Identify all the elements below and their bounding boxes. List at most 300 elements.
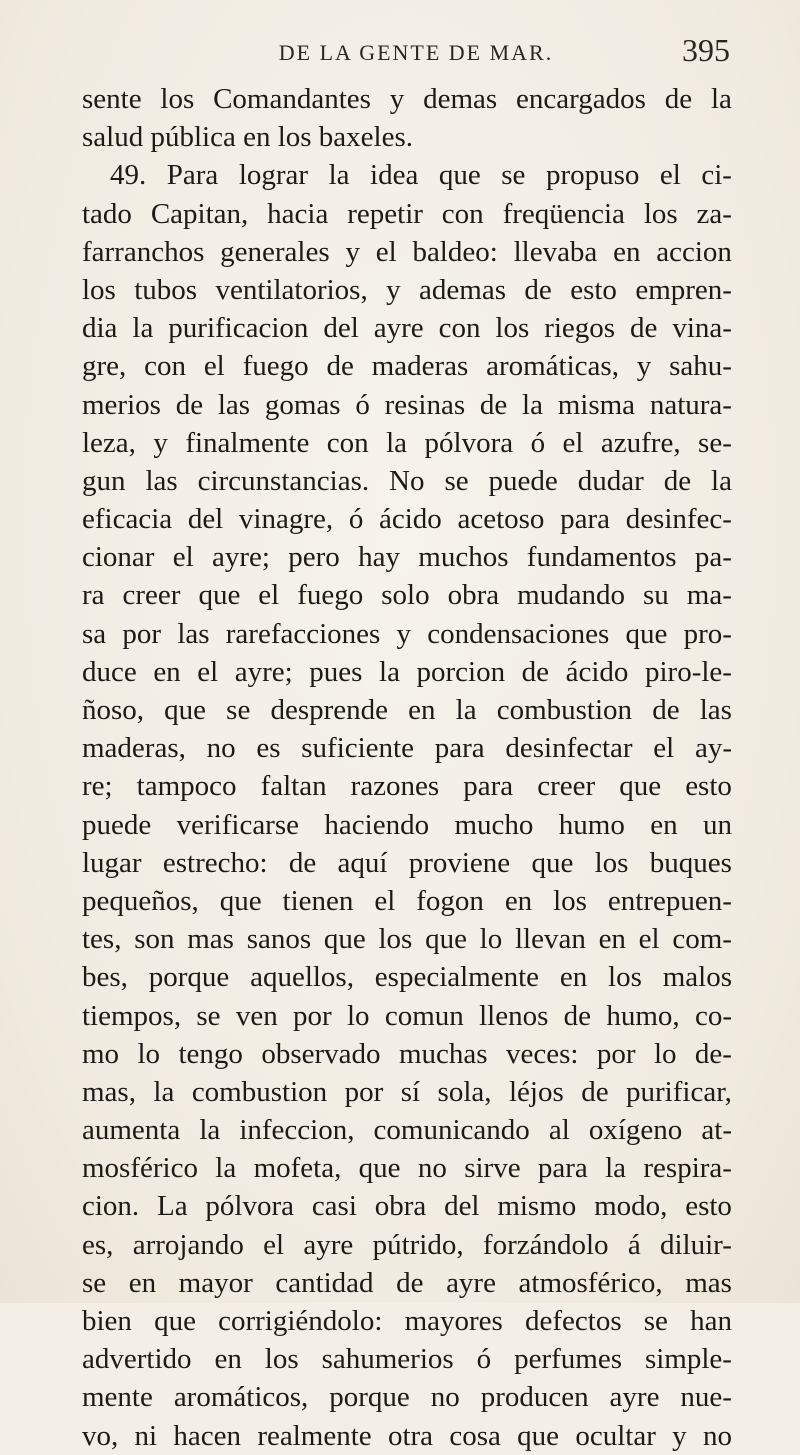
word: que <box>154 1305 196 1337</box>
text-line <box>82 233 732 271</box>
word: esto <box>570 273 617 306</box>
text-line <box>82 500 732 538</box>
word: la <box>379 655 400 688</box>
text-line <box>82 1187 732 1225</box>
word: en <box>650 808 678 841</box>
word: que <box>625 617 668 650</box>
word: tengo <box>178 1037 243 1070</box>
word: tiempos, <box>82 999 182 1032</box>
text-line <box>82 386 732 424</box>
word: la <box>455 694 477 726</box>
word: razones <box>350 770 440 803</box>
word: de <box>652 694 680 726</box>
word: oxígeno <box>588 1114 683 1147</box>
word: que <box>198 579 241 612</box>
word: cionar <box>82 541 155 574</box>
word: aquí <box>337 846 388 879</box>
word: en <box>598 923 626 956</box>
word: combustion <box>496 694 633 726</box>
word: los <box>264 1343 299 1376</box>
word: de <box>524 273 552 306</box>
word: sí <box>400 1075 421 1108</box>
word: es <box>256 732 281 765</box>
word: de <box>663 464 692 497</box>
word: sanos <box>246 923 312 956</box>
word: resinas <box>384 388 466 421</box>
word: ó <box>476 1343 492 1376</box>
word: los <box>378 923 413 956</box>
word: baldeo: <box>412 235 498 268</box>
text-line-words <box>82 1417 732 1455</box>
word: de <box>581 1075 609 1108</box>
word: modo, <box>594 1190 668 1223</box>
word: faltan <box>260 770 327 803</box>
word: las <box>145 464 178 497</box>
text-line-words <box>82 997 732 1035</box>
word: Capitan, <box>150 197 249 230</box>
word: fuego <box>242 350 309 383</box>
word: corrigiéndolo: <box>218 1305 383 1337</box>
word: diluir- <box>660 1228 732 1261</box>
word: es, <box>82 1228 114 1261</box>
word: que <box>358 1152 401 1185</box>
word: por <box>344 1075 384 1108</box>
text-line <box>82 844 732 882</box>
word: llevan <box>514 923 586 956</box>
text-line-words <box>82 576 732 614</box>
word: de <box>563 999 592 1032</box>
text-line <box>82 920 732 958</box>
word: el <box>197 655 219 688</box>
word: sola, <box>437 1075 492 1108</box>
word: la <box>132 312 154 345</box>
word: puede <box>82 808 152 841</box>
word: por <box>293 999 332 1032</box>
word: advertido <box>82 1343 192 1376</box>
word: No <box>389 464 425 497</box>
text-line <box>82 347 732 385</box>
word: ñoso, <box>82 694 145 726</box>
text-line-words <box>82 1340 732 1378</box>
word: ayre <box>373 312 424 345</box>
word: creer <box>122 579 181 612</box>
word: que <box>164 694 207 726</box>
word: en <box>613 235 641 268</box>
text-line-words <box>82 806 732 844</box>
word: los <box>495 312 530 345</box>
text-line-words <box>82 920 732 958</box>
text-line <box>82 309 732 347</box>
word: eficacia <box>82 503 173 536</box>
word: sahumerios <box>321 1343 454 1376</box>
word: en <box>504 884 533 917</box>
text-line-words <box>82 462 732 500</box>
word: veces: <box>505 1037 579 1070</box>
word: sahu- <box>669 350 732 383</box>
word: para <box>537 1152 588 1185</box>
text-line-words <box>82 233 732 271</box>
word: y <box>636 350 652 383</box>
text-line-words <box>82 767 732 805</box>
word: ó <box>348 503 364 536</box>
text-line-words <box>82 1149 732 1187</box>
word: con <box>441 197 484 230</box>
word: hay <box>358 541 400 574</box>
word: humo <box>558 808 625 841</box>
word: son <box>134 923 175 956</box>
text-line-words <box>82 1073 732 1111</box>
word: obra <box>447 579 500 612</box>
word: humo, <box>606 999 680 1032</box>
word: ácido <box>378 503 442 536</box>
word: otra <box>387 1419 434 1452</box>
word: cosa <box>449 1419 501 1452</box>
word: merios <box>82 388 161 421</box>
text-line <box>82 958 732 996</box>
word: bien <box>82 1305 132 1337</box>
word: lograr <box>238 159 309 192</box>
text-line <box>82 1149 732 1187</box>
word: y <box>345 235 360 268</box>
word: tampoco <box>136 770 237 803</box>
text-line <box>82 462 732 500</box>
word: haciendo <box>324 808 430 841</box>
text-line <box>82 271 732 309</box>
word: repetir <box>347 197 423 230</box>
word: esto <box>685 1190 732 1223</box>
word: y <box>396 617 412 650</box>
word: esto <box>685 770 732 803</box>
word: la <box>328 159 350 192</box>
text-line-words <box>82 1264 732 1302</box>
word: realmente <box>257 1419 372 1452</box>
word: de <box>326 350 354 383</box>
word: que <box>425 923 467 956</box>
word: desprende <box>270 694 389 726</box>
text-line <box>82 997 732 1035</box>
text-line-words <box>82 882 732 920</box>
word: casi <box>311 1190 357 1223</box>
word: finalmente <box>185 426 310 459</box>
word: sente <box>82 83 142 115</box>
word: su <box>643 579 669 612</box>
word: Comandantes <box>213 83 371 115</box>
text-line-words <box>82 1378 732 1416</box>
word: se <box>82 1266 107 1299</box>
word: puede <box>488 464 558 497</box>
word: pequeños, <box>82 884 199 917</box>
word: un <box>703 808 732 841</box>
word: azufre, <box>600 426 681 459</box>
word: en <box>153 655 181 688</box>
word: y <box>386 273 401 306</box>
text-line-words <box>82 386 732 424</box>
word: ó <box>355 388 370 421</box>
running-title: DE LA GENTE DE MAR. <box>278 40 554 65</box>
text-line <box>82 882 732 920</box>
word: que <box>323 923 366 956</box>
word: el <box>172 541 194 574</box>
word: mo <box>82 1037 120 1070</box>
word: natura- <box>649 388 732 421</box>
word: solo <box>381 579 430 612</box>
word: verificarse <box>176 808 299 841</box>
word: aromáticas, <box>486 350 619 383</box>
text-line-words <box>82 615 732 653</box>
word: de <box>288 846 317 879</box>
word: desinfec- <box>625 503 732 536</box>
word: za- <box>696 197 732 230</box>
text-line: salud pública en los baxeles. <box>82 121 413 154</box>
word: tado <box>82 197 132 230</box>
word: comun <box>384 999 464 1032</box>
word: el <box>659 159 681 192</box>
text-line <box>82 1035 732 1073</box>
word: del <box>323 312 359 345</box>
word: entrepuen- <box>607 884 732 917</box>
word: el <box>263 1228 285 1261</box>
word: purificar, <box>626 1075 732 1108</box>
text-line <box>82 691 732 729</box>
word: generales <box>220 235 330 268</box>
word: de <box>630 312 658 345</box>
word: para <box>560 503 611 536</box>
word: mucho <box>454 808 534 841</box>
word: ó <box>530 426 546 459</box>
text-line <box>82 1302 732 1340</box>
word: re; <box>82 770 113 803</box>
word: se- <box>698 426 732 459</box>
word: porcion <box>416 655 506 688</box>
word: el <box>375 235 397 268</box>
word: aquellos, <box>250 961 354 994</box>
word: observado <box>261 1037 381 1070</box>
word: comunicando <box>373 1114 530 1147</box>
word: se <box>196 999 221 1032</box>
word: perfumes <box>514 1343 622 1376</box>
word: purificacion <box>168 312 309 345</box>
text-line-words <box>82 271 732 309</box>
word: ven <box>235 999 278 1032</box>
word: accion <box>656 235 732 268</box>
text-line-words <box>82 691 732 729</box>
word: pro- <box>683 617 732 650</box>
word: aromáticos, <box>173 1381 309 1414</box>
body-text <box>82 80 732 1455</box>
word: lo <box>653 1037 677 1070</box>
word: combustion <box>191 1075 328 1108</box>
word: mas, <box>82 1075 136 1108</box>
word: de <box>479 388 508 421</box>
text-line-words <box>82 195 732 233</box>
text-line <box>82 1226 732 1264</box>
word: sa <box>82 617 107 650</box>
word: bes, <box>82 961 128 994</box>
text-line <box>82 767 732 805</box>
word: los <box>594 846 629 879</box>
word: vo, <box>82 1419 119 1452</box>
word: los <box>82 273 116 306</box>
word: para <box>463 770 514 803</box>
word: cantidad <box>275 1266 374 1299</box>
word: por <box>122 617 162 650</box>
word: rarefacciones <box>225 617 381 650</box>
text-line <box>82 156 732 194</box>
word: el <box>638 923 660 956</box>
word: se <box>501 159 526 192</box>
word: ra <box>82 579 105 612</box>
word: especialmente <box>374 961 540 994</box>
word: con <box>326 426 369 459</box>
word: ocultar <box>575 1419 656 1452</box>
word: estrecho: <box>162 846 268 879</box>
word: mismo <box>497 1190 577 1223</box>
word: no <box>206 732 236 765</box>
word: ayre <box>609 1381 660 1414</box>
word: la <box>153 1075 175 1108</box>
word: ademas <box>419 273 507 306</box>
text-line-words <box>82 1035 732 1073</box>
word: empren- <box>635 273 732 306</box>
word: la <box>711 464 732 497</box>
word: pólvora <box>424 426 514 459</box>
word: las <box>217 388 251 421</box>
word: atmosférico, <box>518 1266 663 1299</box>
running-head <box>80 32 730 78</box>
word: el <box>653 732 675 765</box>
word: lo <box>479 923 503 956</box>
word: dudar <box>577 464 644 497</box>
word: muchos <box>418 541 509 574</box>
word: las <box>699 694 732 726</box>
word: fogon <box>416 884 484 917</box>
word: los <box>160 83 195 115</box>
text-line <box>82 1378 732 1416</box>
word: mofeta, <box>253 1152 342 1185</box>
word: mudando <box>517 579 626 612</box>
word: ayre <box>303 1228 354 1261</box>
word: llevaba <box>513 235 598 268</box>
word: y <box>389 83 405 115</box>
word: tes, <box>82 923 122 956</box>
word: fuego <box>297 579 364 612</box>
text-line-words <box>82 309 732 347</box>
word: la <box>215 1152 237 1185</box>
word: creer <box>537 770 596 803</box>
word: piro-le- <box>644 655 732 688</box>
word: hacia <box>267 197 329 230</box>
word: del <box>187 503 224 536</box>
word: producen <box>480 1381 589 1414</box>
word: vina- <box>672 312 732 345</box>
word: encargados <box>516 83 646 115</box>
text-line-words <box>82 538 732 576</box>
text-line-words <box>82 80 732 118</box>
word: ni <box>134 1419 158 1452</box>
word: lo <box>137 1037 161 1070</box>
word: acetoso <box>457 503 545 536</box>
text-line-words <box>82 729 732 767</box>
text-line-words <box>82 1302 732 1340</box>
word: que <box>438 159 481 192</box>
word: mosférico <box>82 1152 198 1185</box>
text-line <box>82 1417 732 1455</box>
text-line-words <box>82 347 732 385</box>
word: lo <box>347 999 370 1032</box>
word: vinagre, <box>238 503 334 536</box>
word: ácido <box>565 655 629 688</box>
word: pa- <box>694 541 732 574</box>
word: buques <box>649 846 732 879</box>
word: no <box>702 1419 732 1452</box>
text-line-words <box>82 500 732 538</box>
word: propuso <box>545 159 640 192</box>
word: con <box>144 350 186 383</box>
text-line-words <box>82 1111 732 1149</box>
word: pues <box>309 655 363 688</box>
word: ay- <box>694 732 732 765</box>
word: nue- <box>680 1381 732 1414</box>
word: se <box>643 1305 668 1337</box>
word: el <box>562 426 584 459</box>
word: que <box>517 1419 560 1452</box>
word: en <box>214 1343 242 1376</box>
word: del <box>444 1190 480 1223</box>
word: sirve <box>464 1152 521 1185</box>
word: en <box>128 1266 157 1299</box>
word: ayre; <box>212 541 270 574</box>
word: proviene <box>408 846 511 879</box>
word: maderas <box>371 350 469 383</box>
text-line <box>82 538 732 576</box>
word: mas <box>187 923 234 956</box>
word: llenos <box>479 999 549 1032</box>
word: desinfectar <box>505 732 633 765</box>
word: mayores <box>404 1305 503 1337</box>
word: maderas, <box>82 732 186 765</box>
word: la <box>605 1152 627 1185</box>
word: suficiente <box>301 732 414 765</box>
word: circunstancias. <box>197 464 370 497</box>
word: las <box>177 617 210 650</box>
word: y <box>672 1419 687 1452</box>
word: riegos <box>544 312 616 345</box>
word: cion. <box>82 1190 140 1223</box>
word: porque <box>329 1381 410 1414</box>
text-line <box>82 424 732 462</box>
word: La <box>157 1190 188 1223</box>
word: simple- <box>644 1343 732 1376</box>
word: hacen <box>173 1419 242 1452</box>
word: con <box>438 312 481 345</box>
word: misma <box>557 388 636 421</box>
word: obra <box>374 1190 427 1223</box>
word: muchas <box>398 1037 488 1070</box>
word: el <box>258 579 280 612</box>
word: mente <box>82 1381 153 1414</box>
word: 49. <box>110 159 147 192</box>
word: y <box>153 426 168 459</box>
word: ci- <box>701 159 732 192</box>
text-line-words <box>82 653 732 691</box>
word: de <box>521 655 550 688</box>
text-line <box>82 1111 732 1149</box>
word: se <box>444 464 469 497</box>
text-line <box>82 576 732 614</box>
word: la <box>522 388 543 421</box>
word: en <box>408 694 436 726</box>
text-line <box>82 1340 732 1378</box>
